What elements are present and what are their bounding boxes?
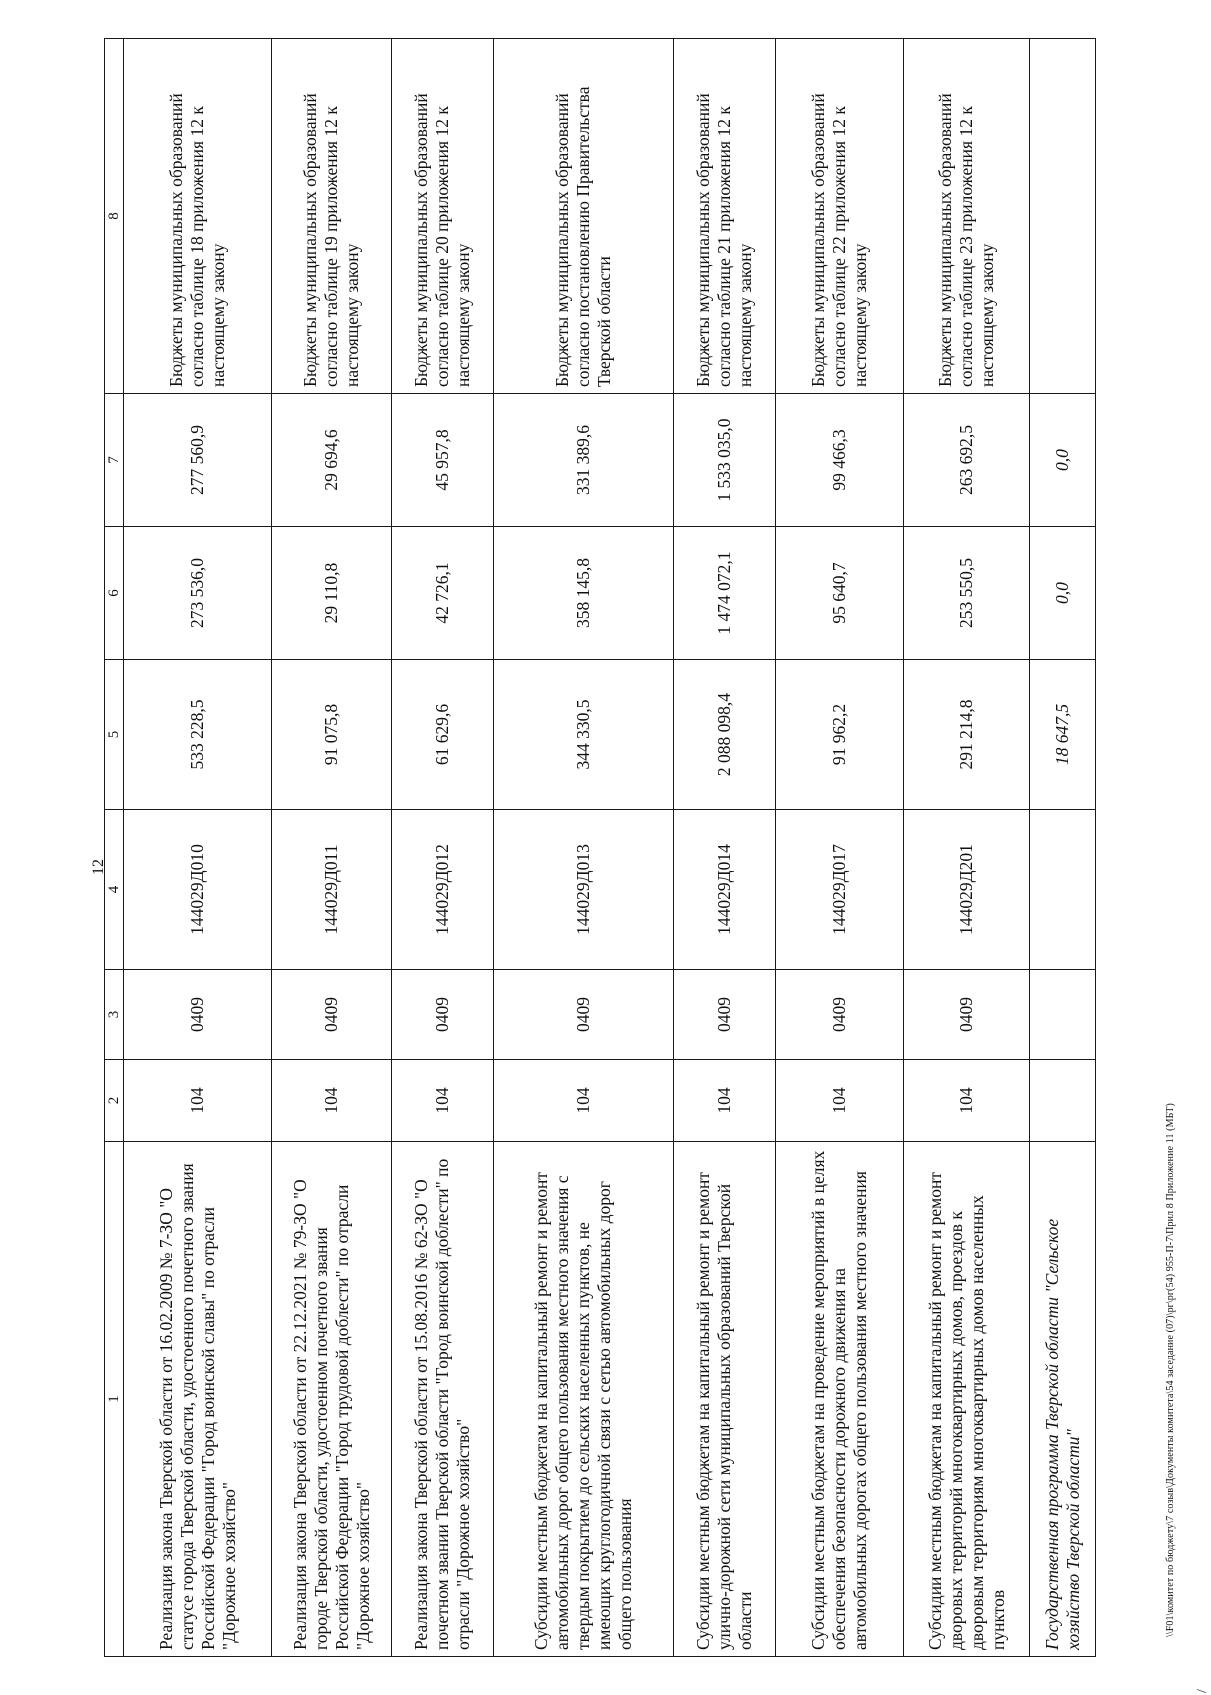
empty-cell (1030, 810, 1096, 970)
table-row (494, 39, 674, 1657)
empty-cell (1030, 970, 1096, 1060)
amount-col5: 91 075,8 (272, 660, 392, 810)
ministry-code: 104 (272, 1060, 392, 1142)
row-description: Реализация закона Тверской области от 22.12.2021 № 79-ЗО "О городе Тверской области, удостоенном почетного звания Российской Федерации "Город трудовой доблести" по отрасли "Дорожное хозяйство" (272, 1142, 392, 1657)
ministry-code: 104 (904, 1060, 1030, 1142)
ministry-code: 104 (124, 1060, 272, 1142)
section-code: 0409 (904, 970, 1030, 1060)
empty-cell (1030, 1060, 1096, 1142)
amount-col6: 42 726,1 (392, 527, 494, 660)
target-article-code: 144029Д013 (494, 810, 674, 970)
column-number-row (105, 39, 124, 1657)
target-article-code: 144029Д014 (674, 810, 776, 970)
column-header: 3 (105, 970, 124, 1060)
program-title: Государственная программа Тверской области "Сельское хозяйство Тверской области" (1030, 1142, 1096, 1657)
recipient-note: Бюджеты муниципальных образований согласно таблице 23 приложения 12 к настоящему закону (904, 39, 1030, 394)
ministry-code: 104 (392, 1060, 494, 1142)
amount-col5: 344 330,5 (494, 660, 674, 810)
amount-col6: 253 550,5 (904, 527, 1030, 660)
amount-col7: 263 692,5 (904, 394, 1030, 527)
program-amount-col5: 18 647,5 (1030, 660, 1096, 810)
table-row (674, 39, 776, 1657)
amount-col6: 95 640,7 (776, 527, 904, 660)
ministry-code: 104 (494, 1060, 674, 1142)
section-code: 0409 (494, 970, 674, 1060)
amount-col6: 1 474 072,1 (674, 527, 776, 660)
amount-col7: 331 389,6 (494, 394, 674, 527)
row-description: Субсидии местным бюджетам на капитальный ремонт и ремонт автомобильных дорог общего пользования местного значения с твердым покрытием до сельских населенных пунктов, не имеющих круглогодичной связи с сетью автомобильных дорог общего пользования (494, 1142, 674, 1657)
amount-col5: 291 214,8 (904, 660, 1030, 810)
file-path-footer: \\F01\комитет по бюджету\7 созыв\Документы комитета\54 заседание (07)\рг\рг(54) 955-П-7\Прил 8 Приложение 11 (МБТ) (1165, 1103, 1176, 1637)
row-description: Реализация закона Тверской области от 15.08.2016 № 62-ЗО "О почетном звании Тверской области "Город воинской доблести" по отрасли "Дорожное хозяйство" (392, 1142, 494, 1657)
table-row (272, 39, 392, 1657)
column-header: 2 (105, 1060, 124, 1142)
amount-col7: 1 533 035,0 (674, 394, 776, 527)
amount-col7: 277 560,9 (124, 394, 272, 527)
recipient-note: Бюджеты муниципальных образований согласно таблице 18 приложения 12 к настоящему закону (124, 39, 272, 394)
row-description: Субсидии местным бюджетам на капитальный ремонт и ремонт улично-дорожной сети муниципальных образований Тверской области (674, 1142, 776, 1657)
amount-col6: 29 110,8 (272, 527, 392, 660)
section-code: 0409 (272, 970, 392, 1060)
empty-cell (1030, 39, 1096, 394)
page-number: 12 (90, 859, 107, 875)
amount-col5: 61 629,6 (392, 660, 494, 810)
amount-col7: 45 957,8 (392, 394, 494, 527)
column-header: 8 (105, 39, 124, 394)
target-article-code: 144029Д012 (392, 810, 494, 970)
target-article-code: 144029Д010 (124, 810, 272, 970)
table-row (392, 39, 494, 1657)
amount-col5: 2 088 098,4 (674, 660, 776, 810)
row-description: Субсидии местным бюджетам на проведение мероприятий в целях обеспечения безопасности дорожного движения на автомобильных дорогах общего пользования местного значения (776, 1142, 904, 1657)
ministry-code: 104 (776, 1060, 904, 1142)
section-code: 0409 (124, 970, 272, 1060)
row-description: Субсидии местным бюджетам на капитальный ремонт и ремонт дворовых территорий многоквартирных домов, проездов к дворовым территориям многоквартирных домов населенных пунктов (904, 1142, 1030, 1657)
table-row (124, 39, 272, 1657)
recipient-note: Бюджеты муниципальных образований согласно постановлению Правительства Тверской области (494, 39, 674, 394)
recipient-note: Бюджеты муниципальных образований согласно таблице 19 приложения 12 к настоящему закону (272, 39, 392, 394)
column-header: 1 (105, 1142, 124, 1657)
amount-col7: 99 466,3 (776, 394, 904, 527)
margin-mark: / (1195, 1689, 1210, 1693)
ministry-code: 104 (674, 1060, 776, 1142)
column-header: 4 (105, 810, 124, 970)
recipient-note: Бюджеты муниципальных образований согласно таблице 21 приложения 12 к настоящему закону (674, 39, 776, 394)
section-code: 0409 (674, 970, 776, 1060)
target-article-code: 144029Д017 (776, 810, 904, 970)
column-header: 5 (105, 660, 124, 810)
amount-col5: 91 962,2 (776, 660, 904, 810)
recipient-note: Бюджеты муниципальных образований согласно таблице 20 приложения 12 к настоящему закону (392, 39, 494, 394)
program-amount-col6: 0,0 (1030, 527, 1096, 660)
program-amount-col7: 0,0 (1030, 394, 1096, 527)
row-description: Реализация закона Тверской области от 16.02.2009 № 7-ЗО "О статусе города Тверской области, удостоенного почетного звания Российской Федерации "Город воинской славы" по отрасли "Дорожное хозяйство" (124, 1142, 272, 1657)
amount-col5: 533 228,5 (124, 660, 272, 810)
table-row (776, 39, 904, 1657)
target-article-code: 144029Д011 (272, 810, 392, 970)
budget-table (104, 38, 1096, 1657)
section-code: 0409 (392, 970, 494, 1060)
program-row (1030, 39, 1096, 1657)
recipient-note: Бюджеты муниципальных образований согласно таблице 22 приложения 12 к настоящему закону (776, 39, 904, 394)
amount-col6: 273 536,0 (124, 527, 272, 660)
target-article-code: 144029Д201 (904, 810, 1030, 970)
column-header: 7 (105, 394, 124, 527)
table-row (904, 39, 1030, 1657)
column-header: 6 (105, 527, 124, 660)
amount-col7: 29 694,6 (272, 394, 392, 527)
section-code: 0409 (776, 970, 904, 1060)
amount-col6: 358 145,8 (494, 527, 674, 660)
